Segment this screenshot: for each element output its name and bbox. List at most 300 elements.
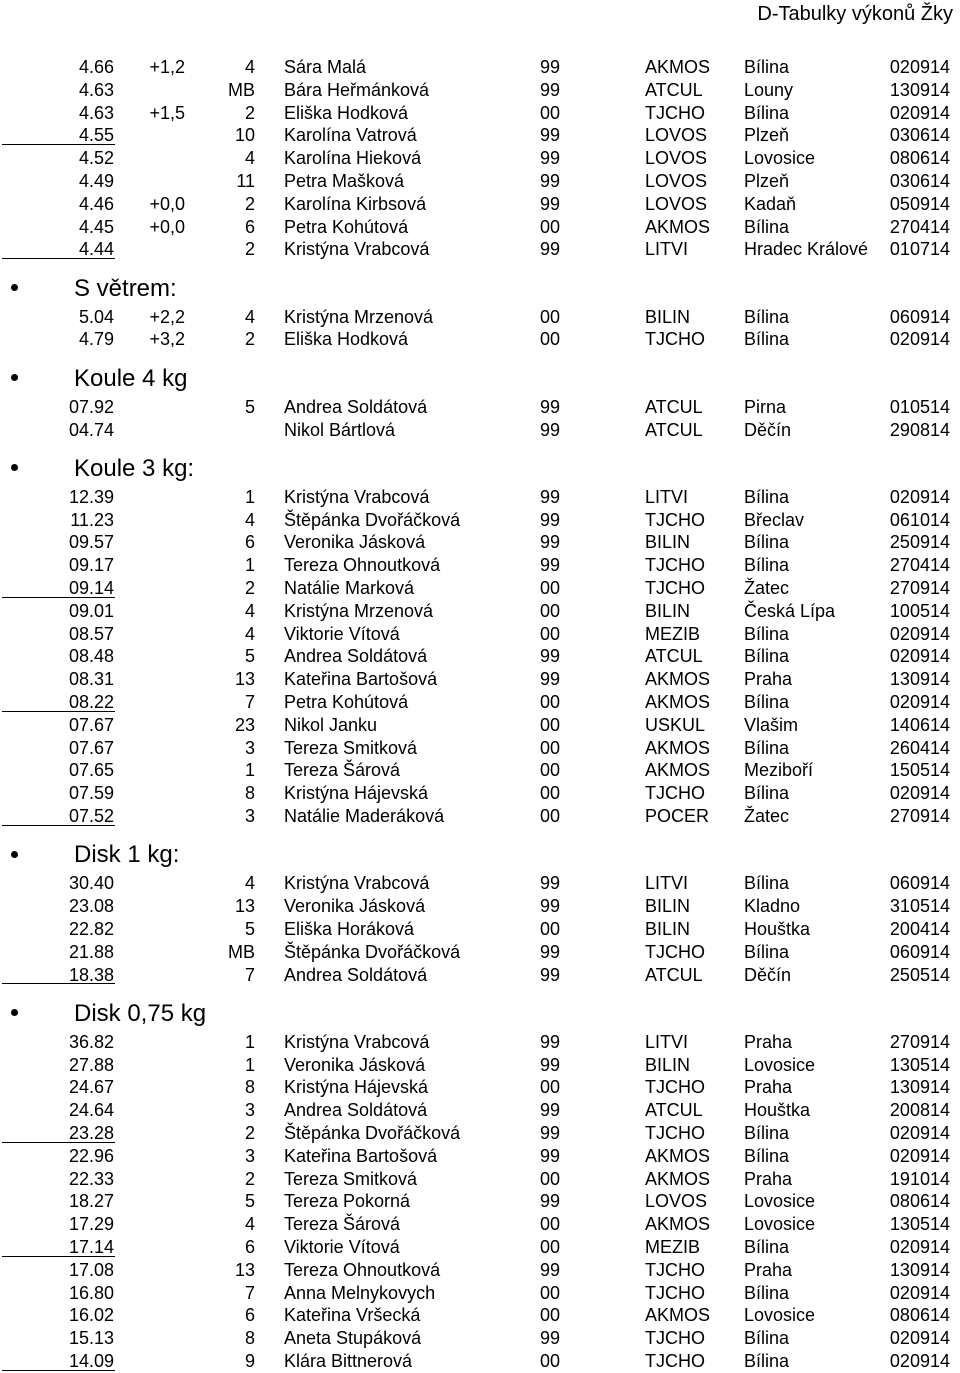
venue-cell: Lovosice (744, 1054, 816, 1075)
place-cell: 6 (244, 1236, 255, 1257)
club-cell: LITVI (645, 239, 689, 260)
venue-cell: Kadaň (744, 193, 797, 214)
place-cell: 13 (234, 896, 255, 917)
date-cell: 290814 (889, 419, 950, 440)
date-cell: 270414 (889, 555, 950, 576)
result-cell: 4.49 (78, 170, 114, 191)
date-cell: 250914 (889, 532, 950, 553)
venue-cell: Bílina (744, 783, 790, 804)
result-row (0, 964, 960, 987)
venue-cell: Praha (744, 1259, 793, 1280)
venue-cell: Bílina (744, 532, 790, 553)
date-cell: 100514 (889, 600, 950, 621)
date-cell: 020914 (889, 1282, 950, 1303)
place-cell: 2 (244, 102, 255, 123)
place-cell: 4 (244, 148, 255, 169)
place-cell: 4 (244, 57, 255, 77)
result-row (0, 714, 960, 737)
wind-cell: +3,2 (149, 329, 185, 350)
result-cell: 4.79 (78, 329, 114, 350)
venue-cell: Bílina (744, 1328, 790, 1349)
date-cell: 140614 (889, 714, 950, 735)
club-cell: AKMOS (645, 216, 711, 237)
venue-cell: Bílina (744, 216, 790, 237)
athlete-name-cell: Veronika Jásková (284, 532, 426, 553)
result-cell: 4.63 (78, 102, 114, 123)
athlete-name-cell: Sára Malá (284, 57, 367, 77)
date-cell: 020914 (889, 329, 950, 350)
athlete-name-cell: Kristýna Vrabcová (284, 873, 430, 894)
birth-year-cell: 00 (540, 737, 561, 758)
result-row (0, 941, 960, 964)
section-heading (0, 441, 960, 486)
place-cell: 5 (244, 396, 255, 417)
result-cell: 22.33 (68, 1168, 114, 1189)
birth-year-cell: 00 (540, 1305, 561, 1326)
club-cell: AKMOS (645, 1168, 711, 1189)
results-table (0, 56, 960, 1373)
result-cell: 07.52 (68, 806, 114, 827)
club-cell: MEZIB (645, 623, 701, 644)
date-cell: 020914 (889, 1145, 950, 1166)
athlete-name-cell: Tereza Šárová (284, 1214, 401, 1235)
result-row (0, 1213, 960, 1236)
bullet-icon (11, 284, 18, 291)
birth-year-cell: 99 (540, 1100, 561, 1121)
result-cell: 18.27 (68, 1191, 114, 1212)
venue-cell: Kladno (744, 896, 801, 917)
club-cell: AKMOS (645, 669, 711, 690)
date-cell: 060914 (889, 306, 950, 327)
result-cell: 24.64 (68, 1100, 114, 1121)
athlete-name-cell: Veronika Jásková (284, 1054, 426, 1075)
section-heading (0, 261, 960, 306)
place-cell: MB (228, 941, 255, 962)
section-title: Koule 4 kg (74, 364, 188, 392)
venue-cell: Houštka (744, 1100, 811, 1121)
date-cell: 130914 (889, 669, 950, 690)
date-cell: 030614 (889, 170, 950, 191)
section-title: S větrem: (74, 274, 177, 302)
place-cell: 10 (234, 125, 255, 146)
birth-year-cell: 99 (540, 532, 561, 553)
athlete-name-cell: Kristýna Vrabcová (284, 239, 430, 260)
club-cell: AKMOS (645, 692, 711, 713)
birth-year-cell: 99 (540, 57, 561, 77)
venue-cell: Česká Lípa (744, 600, 836, 621)
birth-year-cell: 00 (540, 216, 561, 237)
date-cell: 270414 (889, 216, 950, 237)
birth-year-cell: 99 (540, 1191, 561, 1212)
birth-year-cell: 00 (540, 1214, 561, 1235)
result-row (0, 1168, 960, 1191)
place-cell: 1 (244, 760, 255, 781)
venue-cell: Houštka (744, 918, 811, 939)
club-cell: LOVOS (645, 125, 708, 146)
section-heading (0, 828, 960, 873)
athlete-name-cell: Kristýna Hájevská (284, 783, 429, 804)
venue-cell: Žatec (744, 578, 790, 599)
place-cell: 13 (234, 669, 255, 690)
date-cell: 010714 (889, 239, 950, 260)
place-cell: 13 (234, 1259, 255, 1280)
date-cell: 020914 (889, 692, 950, 713)
athlete-name-cell: Andrea Soldátová (284, 964, 428, 985)
club-cell: TJCHO (645, 1077, 705, 1098)
club-cell: ATCUL (645, 396, 703, 417)
venue-cell: Meziboří (744, 760, 814, 781)
result-cell: 4.44 (78, 239, 114, 260)
date-cell: 020914 (889, 1122, 950, 1143)
venue-cell: Lovosice (744, 1191, 816, 1212)
club-cell: BILIN (645, 1054, 691, 1075)
place-cell: 4 (244, 623, 255, 644)
club-cell: TJCHO (645, 509, 705, 530)
result-cell: 23.28 (68, 1122, 114, 1143)
birth-year-cell: 00 (540, 623, 561, 644)
athlete-name-cell: Petra Kohútová (284, 692, 409, 713)
date-cell: 250514 (889, 964, 950, 985)
club-cell: TJCHO (645, 102, 705, 123)
club-cell: USKUL (645, 714, 706, 735)
birth-year-cell: 99 (540, 1328, 561, 1349)
result-cell: 07.65 (68, 760, 114, 781)
athlete-name-cell: Tereza Pokorná (284, 1191, 411, 1212)
result-row (0, 79, 960, 102)
athlete-name-cell: Štěpánka Dvořáčková (284, 941, 461, 962)
athlete-name-cell: Petra Kohútová (284, 216, 409, 237)
result-row (0, 759, 960, 782)
venue-cell: Břeclav (744, 509, 805, 530)
place-cell: 4 (244, 1214, 255, 1235)
venue-cell: Lovosice (744, 148, 816, 169)
venue-cell: Plzeň (744, 170, 790, 191)
club-cell: AKMOS (645, 1145, 711, 1166)
venue-cell: Děčín (744, 964, 792, 985)
date-cell: 030614 (889, 125, 950, 146)
club-cell: TJCHO (645, 941, 705, 962)
place-cell: 2 (244, 329, 255, 350)
club-cell: BILIN (645, 600, 691, 621)
result-cell: 17.08 (68, 1259, 114, 1280)
club-cell: TJCHO (645, 1350, 705, 1371)
section-title: Disk 1 kg: (74, 841, 180, 869)
athlete-name-cell: Kristýna Mrzenová (284, 600, 434, 621)
result-row (0, 1304, 960, 1327)
result-row (0, 623, 960, 646)
athlete-name-cell: Andrea Soldátová (284, 646, 428, 667)
result-cell: 17.29 (68, 1214, 114, 1235)
birth-year-cell: 00 (540, 1282, 561, 1303)
club-cell: LITVI (645, 873, 689, 894)
place-cell: 23 (234, 714, 255, 735)
birth-year-cell: 99 (540, 1031, 561, 1052)
birth-year-cell: 99 (540, 193, 561, 214)
place-cell: 7 (244, 692, 255, 713)
wind-cell: +1,2 (149, 57, 185, 77)
result-row (0, 328, 960, 351)
date-cell: 200814 (889, 1100, 950, 1121)
result-cell: 12.39 (68, 486, 114, 507)
section-title: Koule 3 kg: (74, 454, 195, 482)
place-cell: 6 (244, 1305, 255, 1326)
result-row (0, 1236, 960, 1259)
venue-cell: Praha (744, 669, 793, 690)
venue-cell: Bílina (744, 1282, 790, 1303)
result-row (0, 554, 960, 577)
venue-cell: Bílina (744, 555, 790, 576)
birth-year-cell: 99 (540, 646, 561, 667)
place-cell: 11 (236, 170, 255, 191)
athlete-name-cell: Eliška Hodková (284, 329, 409, 350)
venue-cell: Bílina (744, 329, 790, 350)
birth-year-cell: 99 (540, 964, 561, 985)
result-row (0, 895, 960, 918)
result-cell: 16.02 (68, 1305, 114, 1326)
club-cell: ATCUL (645, 419, 703, 440)
birth-year-cell: 00 (540, 102, 561, 123)
birth-year-cell: 00 (540, 1077, 561, 1098)
birth-year-cell: 99 (540, 555, 561, 576)
result-row (0, 737, 960, 760)
venue-cell: Bílina (744, 102, 790, 123)
result-cell: 09.01 (68, 600, 114, 621)
result-cell: 08.31 (68, 669, 114, 690)
result-row (0, 1259, 960, 1282)
place-cell: 5 (244, 646, 255, 667)
club-cell: TJCHO (645, 1259, 705, 1280)
result-cell: 16.80 (68, 1282, 114, 1303)
athlete-name-cell: Viktorie Vítová (284, 1236, 400, 1257)
date-cell: 080614 (889, 1191, 950, 1212)
birth-year-cell: 99 (540, 419, 561, 440)
result-cell: 4.63 (78, 79, 114, 100)
date-cell: 310514 (889, 896, 950, 917)
result-row (0, 1031, 960, 1054)
venue-cell: Louny (744, 79, 794, 100)
athlete-name-cell: Andrea Soldátová (284, 1100, 428, 1121)
birth-year-cell: 99 (540, 1259, 561, 1280)
venue-cell: Bílina (744, 306, 790, 327)
athlete-name-cell: Eliška Horáková (284, 918, 415, 939)
place-cell: 7 (244, 1282, 255, 1303)
wind-cell: +1,5 (149, 102, 185, 123)
date-cell: 191014 (889, 1168, 950, 1189)
date-cell: 270914 (889, 578, 950, 599)
athlete-name-cell: Kateřina Vršecká (284, 1305, 421, 1326)
club-cell: ATCUL (645, 79, 703, 100)
athlete-name-cell: Kristýna Mrzenová (284, 306, 434, 327)
result-cell: 15.13 (68, 1328, 114, 1349)
venue-cell: Bílina (744, 1236, 790, 1257)
section-heading (0, 351, 960, 396)
birth-year-cell: 00 (540, 760, 561, 781)
result-cell: 24.67 (68, 1077, 114, 1098)
place-cell: 6 (244, 532, 255, 553)
athlete-name-cell: Natálie Maderáková (284, 806, 445, 827)
result-row (0, 918, 960, 941)
club-cell: LOVOS (645, 148, 708, 169)
place-cell: 4 (244, 306, 255, 327)
result-row (0, 238, 960, 261)
result-row (0, 1076, 960, 1099)
athlete-name-cell: Tereza Ohnoutková (284, 1259, 441, 1280)
result-cell: 09.14 (68, 578, 114, 599)
club-cell: LITVI (645, 1031, 689, 1052)
result-cell: 14.09 (68, 1350, 114, 1371)
birth-year-cell: 99 (540, 509, 561, 530)
place-cell: 4 (244, 600, 255, 621)
club-cell: TJCHO (645, 1328, 705, 1349)
venue-cell: Pirna (744, 396, 787, 417)
birth-year-cell: 00 (540, 578, 561, 599)
club-cell: AKMOS (645, 1214, 711, 1235)
athlete-name-cell: Karolína Vatrová (284, 125, 417, 146)
result-row (0, 1054, 960, 1077)
birth-year-cell: 99 (540, 79, 561, 100)
athlete-name-cell: Kristýna Vrabcová (284, 1031, 430, 1052)
birth-year-cell: 00 (540, 329, 561, 350)
athlete-name-cell: Tereza Šárová (284, 760, 401, 781)
page-header: D-Tabulky výkonů Žky (757, 3, 953, 25)
result-row (0, 193, 960, 216)
date-cell: 061014 (889, 509, 950, 530)
result-row (0, 1099, 960, 1122)
club-cell: BILIN (645, 918, 691, 939)
athlete-name-cell: Štěpánka Dvořáčková (284, 1122, 461, 1143)
birth-year-cell: 99 (540, 941, 561, 962)
club-cell: BILIN (645, 896, 691, 917)
result-cell: 4.46 (78, 193, 114, 214)
club-cell: LITVI (645, 486, 689, 507)
result-row (0, 216, 960, 239)
place-cell: 7 (244, 964, 255, 985)
result-row (0, 782, 960, 805)
birth-year-cell: 00 (540, 714, 561, 735)
result-cell: 23.08 (68, 896, 114, 917)
result-row (0, 1145, 960, 1168)
result-cell: 07.67 (68, 714, 114, 735)
result-cell: 08.22 (68, 692, 114, 713)
result-cell: 08.48 (68, 646, 114, 667)
club-cell: AKMOS (645, 1305, 711, 1326)
athlete-name-cell: Veronika Jásková (284, 896, 426, 917)
wind-cell: +0,0 (149, 193, 185, 214)
club-cell: MEZIB (645, 1236, 701, 1257)
result-row (0, 486, 960, 509)
place-cell: MB (228, 79, 255, 100)
result-row (0, 102, 960, 125)
athlete-name-cell: Viktorie Vítová (284, 623, 400, 644)
result-cell: 07.59 (68, 783, 114, 804)
result-cell: 11.23 (70, 509, 114, 530)
date-cell: 130914 (889, 1077, 950, 1098)
birth-year-cell: 00 (540, 1350, 561, 1371)
athlete-name-cell: Petra Mašková (284, 170, 405, 191)
bullet-icon (11, 464, 18, 471)
place-cell: 2 (244, 578, 255, 599)
date-cell: 130914 (889, 79, 950, 100)
date-cell: 020914 (889, 57, 950, 77)
place-cell: 5 (244, 918, 255, 939)
result-cell: 09.57 (68, 532, 114, 553)
bullet-icon (11, 1009, 18, 1016)
result-row (0, 170, 960, 193)
place-cell: 5 (244, 1191, 255, 1212)
birth-year-cell: 99 (540, 1054, 561, 1075)
athlete-name-cell: Kristýna Hájevská (284, 1077, 429, 1098)
date-cell: 060914 (889, 873, 950, 894)
birth-year-cell: 99 (540, 1145, 561, 1166)
venue-cell: Lovosice (744, 1214, 816, 1235)
place-cell: 8 (244, 783, 255, 804)
result-cell: 18.38 (68, 964, 114, 985)
place-cell: 3 (244, 1100, 255, 1121)
date-cell: 010514 (889, 396, 950, 417)
place-cell: 2 (244, 1168, 255, 1189)
venue-cell: Bílina (744, 692, 790, 713)
venue-cell: Děčín (744, 419, 792, 440)
date-cell: 020914 (889, 646, 950, 667)
result-cell: 4.52 (78, 148, 114, 169)
venue-cell: Praha (744, 1031, 793, 1052)
venue-cell: Bílina (744, 1122, 790, 1143)
venue-cell: Bílina (744, 873, 790, 894)
result-cell: 07.92 (68, 396, 114, 417)
result-row (0, 668, 960, 691)
birth-year-cell: 99 (540, 896, 561, 917)
result-row (0, 1327, 960, 1350)
place-cell: 6 (244, 216, 255, 237)
club-cell: TJCHO (645, 578, 705, 599)
birth-year-cell: 00 (540, 600, 561, 621)
birth-year-cell: 99 (540, 148, 561, 169)
place-cell: 2 (244, 193, 255, 214)
result-row (0, 577, 960, 600)
athlete-name-cell: Klára Bittnerová (284, 1350, 413, 1371)
athlete-name-cell: Kateřina Bartošová (284, 1145, 438, 1166)
birth-year-cell: 99 (540, 125, 561, 146)
place-cell: 4 (244, 873, 255, 894)
result-cell: 4.45 (78, 216, 114, 237)
result-row (0, 56, 960, 79)
athlete-name-cell: Nikol Bártlová (284, 419, 396, 440)
club-cell: ATCUL (645, 1100, 703, 1121)
result-cell: 4.55 (78, 125, 114, 146)
athlete-name-cell: Natálie Marková (284, 578, 415, 599)
athlete-name-cell: Nikol Janku (284, 714, 378, 735)
venue-cell: Žatec (744, 806, 790, 827)
birth-year-cell: 00 (540, 1236, 561, 1257)
athlete-name-cell: Karolína Kirbsová (284, 193, 427, 214)
athlete-name-cell: Andrea Soldátová (284, 396, 428, 417)
result-cell: 08.57 (68, 623, 114, 644)
result-row (0, 600, 960, 623)
result-cell: 30.40 (68, 873, 114, 894)
venue-cell: Vlašim (744, 714, 799, 735)
venue-cell: Hradec Králové (744, 239, 869, 260)
birth-year-cell: 00 (540, 306, 561, 327)
place-cell: 1 (244, 555, 255, 576)
club-cell: AKMOS (645, 760, 711, 781)
athlete-name-cell: Anna Melnykovych (284, 1282, 436, 1303)
birth-year-cell: 99 (540, 239, 561, 260)
date-cell: 020914 (889, 486, 950, 507)
club-cell: AKMOS (645, 57, 711, 77)
date-cell: 260414 (889, 737, 950, 758)
result-row (0, 1350, 960, 1373)
result-cell: 09.17 (68, 555, 114, 576)
